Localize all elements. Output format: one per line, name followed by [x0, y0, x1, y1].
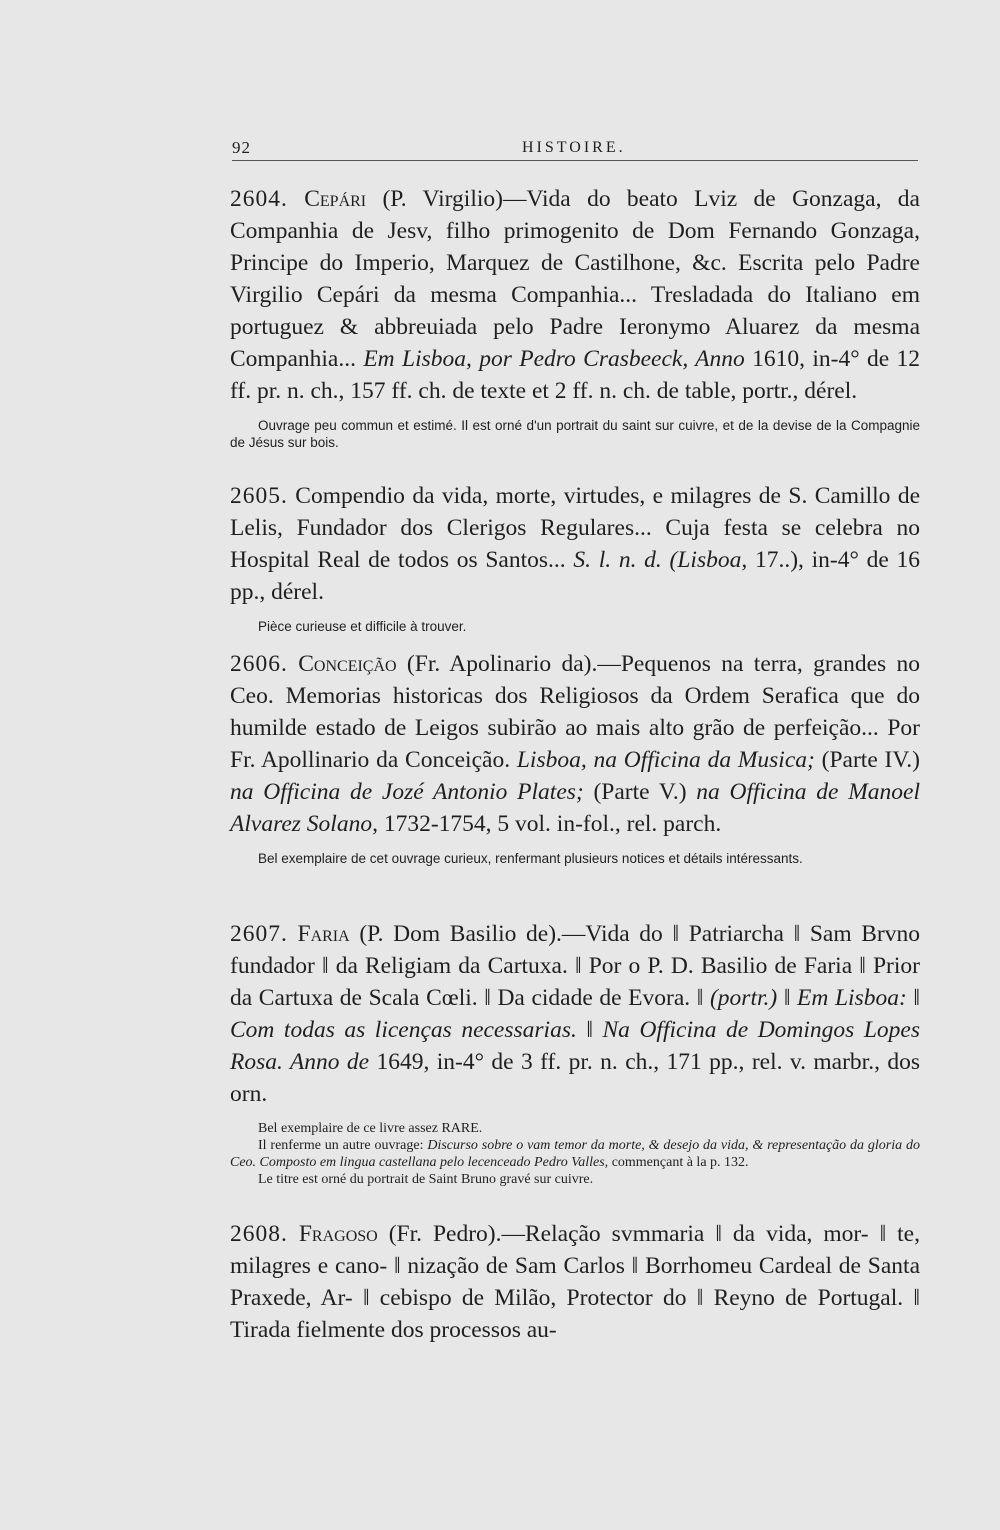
note-text: Ouvrage peu commun et estimé. Il est orné d'un portrait du saint sur cuivre, et de la devise de la Compagnie de Jésus sur bois.: [230, 418, 920, 450]
entry-2607: [230, 918, 920, 1188]
entry-2605: [230, 480, 920, 635]
entry-body: [230, 480, 920, 608]
entry-text: (Fr. Apolinario da).—Pequenos na terra, grandes no Ceo. Memorias historicas dos Religiosos da Ordem Serafica que do humilde estado de Leigos subirão ao mais alto grão de perfeição... Por Fr. Apollinario da Conceição.: [230, 651, 921, 773]
entry-note: [230, 1120, 920, 1188]
entry-number: 2604.: [230, 186, 288, 212]
entry-collation: 17..), in-4° de 16 pp., dérel.: [230, 547, 920, 605]
entry-note: [230, 417, 920, 451]
page-header: [232, 138, 918, 161]
entry-collation: 1732-1754, 5 vol. in-fol., rel. parch.: [377, 811, 722, 837]
entry-number: 2608.: [230, 1221, 288, 1247]
entry-text: Compendio da vida, morte, virtudes, e milagres de S. Camillo de Lelis, Fundador dos Clerigos Regulares... Cuja festa se celebra no Hospital Real de todos os Santos...: [230, 483, 920, 573]
page-number: 92: [232, 138, 251, 157]
entry-note: [230, 850, 920, 867]
entry-body: [230, 918, 920, 1110]
entry-imprint: S. l. n. d. (Lisboa,: [573, 547, 748, 573]
entry-imprint: Em Lisboa, por Pedro Crasbeeck, Anno: [363, 346, 745, 372]
entry-text-2: (Parte IV.): [814, 747, 920, 773]
entry-imprint-3: na Officina de Manoel Alvarez Solano,: [230, 779, 920, 837]
entry-number: 2605.: [230, 483, 288, 509]
entry-collation: 1649, in-4° de 3 ff. pr. n. ch., 171 pp., rel. v. marbr., dos orn.: [230, 1049, 920, 1107]
entry-2604: [230, 183, 920, 451]
entry-text: (P. Dom Basilio de).—Vida do ‖ Patriarcha ‖ Sam Brvno fundador ‖ da Religiam da Cartuxa. ‖ Por o P. D. Basilio de Faria ‖ Prior da Cartuxa de Scala Cœli. ‖ Da cidade de Evora. ‖: [230, 921, 920, 1011]
entry-2608: [230, 1218, 920, 1346]
entry-author: Conceição: [298, 651, 397, 677]
entry-body: [230, 1218, 920, 1346]
entry-body: [230, 648, 920, 840]
note-text-2: [230, 1137, 920, 1171]
entry-imprint-2: na Officina de Jozé Antonio Plates;: [230, 779, 584, 805]
note-text-2b: commençant à la p. 132.: [608, 1155, 749, 1170]
entry-author: Faria: [297, 921, 350, 947]
entry-collation: 1610, in-4° de 12 ff. pr. n. ch., 157 ff. ch. de texte et 2 ff. n. ch. de table, portr., dérel.: [230, 346, 921, 404]
note-text: Bel exemplaire de cet ouvrage curieux, renfermant plusieurs notices et détails intéressants.: [258, 851, 803, 866]
entry-note: [230, 618, 920, 635]
entry-author: Fragoso: [298, 1221, 378, 1247]
note-text: Pièce curieuse et difficile à trouver.: [258, 619, 467, 634]
entry-2606: [230, 648, 920, 867]
entry-text: (P. Virgilio)—Vida do beato Lviz de Gonzaga, da Companhia de Jesv, filho primogenito de Dom Fernando Gonzaga, Principe do Imperio, Marquez de Castilhone, &c. Escrita pelo Padre Virgilio Cepári da mesma Companhia... Tresladada do Italiano em portuguez & abbreuiada pelo Padre Ieronymo Aluarez da mesma Companhia...: [230, 186, 920, 372]
entry-number: 2607.: [230, 921, 288, 947]
note-text-2-italic: Discurso sobre o vam temor da morte, & desejo da vida, & representação da gloria do Ceo. Composto em lingua castellana pelo lecenceado Pedro Valles,: [230, 1138, 920, 1170]
entry-text: (Fr. Pedro).—Relação svmmaria ‖ da vida, mor- ‖ te, milagres e cano- ‖ nização de Sam Carlos ‖ Borrhomeu Cardeal de Santa Praxede, Ar- ‖ cebispo de Milão, Protector do ‖ Reyno de Portugal. ‖ Tirada fielmente dos processos au-: [230, 1221, 920, 1343]
note-text-3: Le titre est orné du portrait de Saint Bruno gravé sur cuivre.: [258, 1172, 594, 1187]
entry-number: 2606.: [230, 651, 288, 677]
entry-imprint: Lisboa, na Officina da Musica;: [516, 747, 815, 773]
entry-body: [230, 183, 920, 407]
note-text-2a: Il renferme un autre ouvrage:: [258, 1138, 428, 1153]
note-text-1: Bel exemplaire de ce livre assez RARE.: [258, 1121, 483, 1136]
entry-author: Cepári: [304, 186, 367, 212]
entry-text-3: (Parte V.): [583, 779, 697, 805]
running-title: HISTOIRE.: [522, 139, 626, 156]
entry-imprint: (portr.) ‖ Em Lisboa: ‖ Com todas as licenças necessarias. ‖ Na Officina de Domingos Lopes Rosa. Anno de: [230, 985, 920, 1075]
